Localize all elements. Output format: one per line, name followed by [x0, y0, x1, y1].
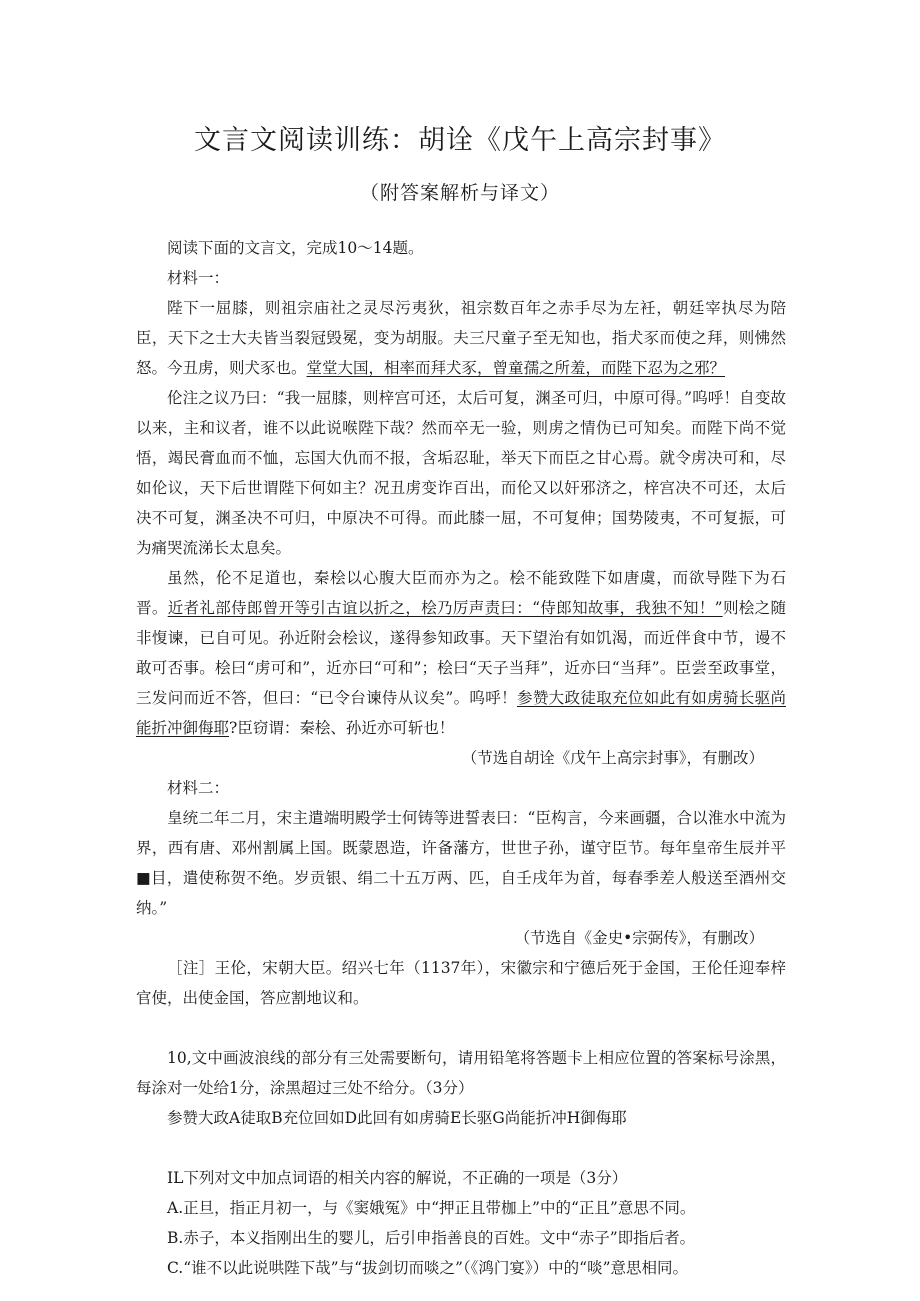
question-11-option-a: A.正旦，指正月初一，与《窦娥冤》中“押正且带枷上”中的“正且”意思不同。: [167, 1199, 696, 1217]
material2-label: 材料二：: [167, 779, 230, 797]
document-body: [136, 233, 786, 1283]
question-11-stem: IL下列对文中加点词语的相关内容的解说，不正确的一项是（3分）: [167, 1169, 628, 1187]
annotation-note: ［注］王伦，宋朝大臣。绍兴七年（1137年），宋徽宗和宁德后死于金国，王伦任迎奉梓官使，出使金国，答应割地议和。: [136, 959, 786, 1007]
question-11-option-c: C.“谁不以此说哄陛下哉”与“拔剑切而啖之”（《鸿门宴》）中的“啖”意思相同。: [167, 1259, 689, 1277]
intro-instruction: 阅读下面的文言文，完成10～14题。: [167, 239, 424, 257]
paragraph-text: ?臣窃谓：秦桧、孙近亦可斩也！: [229, 719, 455, 737]
underlined-sentence: 近者礼部侍郎曾开等引古谊以折之，桧乃厉声责曰：“侍郎知故事，我独不知！”: [167, 599, 723, 617]
material1-label: 材料一：: [167, 269, 230, 287]
material1-paragraph-1: [136, 293, 786, 383]
underlined-sentence: 堂堂大国，相率而拜犬豕，曾童孺之所羞，而陛下忍为之邪？: [306, 359, 726, 377]
question-10-stem: 10,文中画波浪线的部分有三处需要断句，请用铅笔将答题卡上相应位置的答案标号涂黑，每涂对一处给1分，涂黑超过三处不给分。（3分）: [136, 1049, 786, 1097]
material1-paragraph-2: 伦注之议乃曰：“我一屈膝，则梓宫可还，太后可复，渊圣可归，中原可得。”呜呼！自变故以来，主和议者，谁不以此说喉陛下哉？然而卒无一验，则虏之情伪已可知矣。而陛下尚不觉悟，竭民膏血而不恤，忘国大仇而不报，含垢忍耻，举天下而臣之甘心焉。就令虏决可和，尽如伦议，天下后世谓陛下何如主？况丑虏变诈百出，而伦又以奸邪济之，梓宫决不可还，太后决不可复，渊圣决不可归，中原决不可得。而此膝一屈，不可复伸；国势陵夷，不可复振，可为痛哭流涕长太息矣。: [136, 389, 786, 557]
question-10-options: 参赞大政A徒取B充位回如D此回有如虏骑E长驱G尚能折冲H御侮耶: [167, 1109, 627, 1127]
material2-paragraph: 皇统二年二月，宋主遣端明殿学士何铸等进誓表曰：“臣构言，今来画疆，合以淮水中流为界，西有唐、邓州割属上国。既蒙恩造，许备藩方，世世子孙，谨守臣节。每年皇帝生辰并平■目，遣使称贺不绝。岁贡银、绢二十五万两、匹，自壬戌年为首，每春季差人般送至酒州交纳。”: [136, 809, 786, 917]
spacer: [136, 1013, 786, 1043]
document-title: 文言文阅读训练：胡诠《戊午上高宗封事》: [194, 125, 726, 156]
paragraph-text: 虽然，伦不足道也，秦桧以心腹大臣而亦为之。桧不能致陛下如唐虞，而欲导陛下为石晋。: [136, 569, 786, 617]
material1-source: （节选自胡诠《戊午上高宗封事》，有删改）: [461, 749, 764, 767]
spacer: [136, 1133, 786, 1163]
question-11-option-b: B.赤子，本义指刚出生的婴儿，后引申指善良的百姓。文中“赤子”即指后者。: [167, 1229, 696, 1247]
paragraph-text: 则桧之随非愎谏，已自可见。孙近附会桧议，遂得参知政事。天下望治有如饥渴，而近伴食中节，谩不敢可否事。桧曰“虏可和”，近亦曰“可和”；桧曰“天子当拜”，近亦曰“当拜”。臣尝至政事堂，三发问而近不答，但曰：“已令台谏侍从议矣”。呜呼！: [136, 599, 786, 707]
wavy-underlined-sentence: 参赞大政徒取充位如此有如虏骑长驱尚能折冲御侮耶: [136, 689, 786, 737]
material2-source: （节选自《金史•宗弼传》，有删改）: [514, 929, 764, 947]
paragraph-text: 陛下一屈膝，则祖宗庙社之灵尽污夷狄，祖宗数百年之赤手尽为左衽，朝廷宰执尽为陪臣，天下之士大夫皆当裂冠毁冕，变为胡服。夫三尺童子至无知也，指犬豕而使之拜，则怫然怒。今丑虏，则犬豕也。: [136, 299, 786, 377]
document-subtitle: （附答案解析与译文）: [359, 182, 560, 204]
material1-paragraph-3: [136, 563, 786, 743]
